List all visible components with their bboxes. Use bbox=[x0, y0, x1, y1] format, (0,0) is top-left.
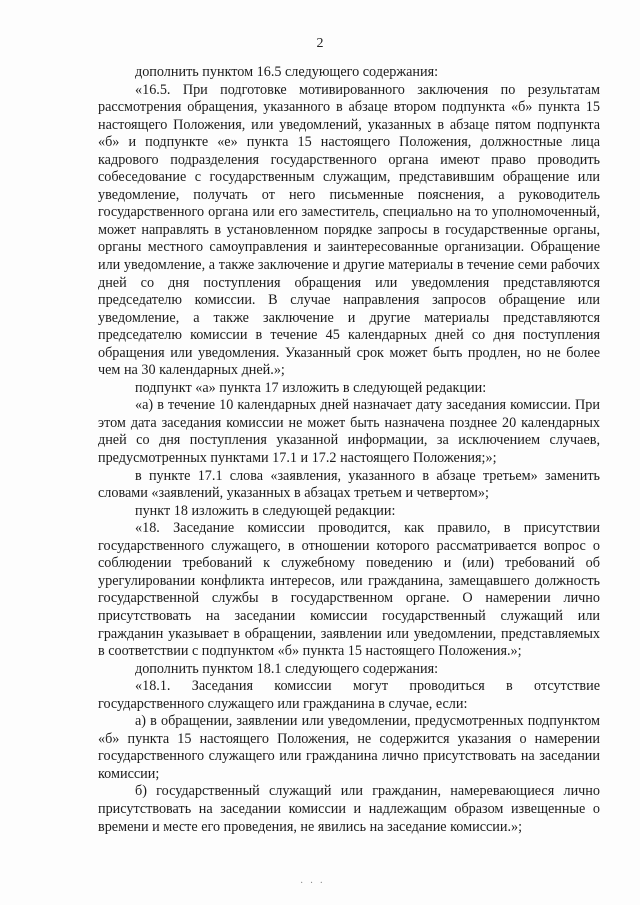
paragraph-item-18-1-b: б) государственный служащий или гражданин, намеревающиеся лично присутствовать на заседании комиссии и надлежащим образом извещенные о времени и месте его проведения, не явились на заседание комиссии.»; bbox=[98, 783, 600, 835]
document-body bbox=[98, 64, 600, 836]
paragraph-intro-18: пункт 18 изложить в следующей редакции: bbox=[135, 502, 396, 519]
paragraph-intro-17a: подпункт «а» пункта 17 изложить в следующей редакции: bbox=[135, 379, 487, 396]
paragraph-intro-18-1: дополнить пунктом 18.1 следующего содержания: bbox=[135, 660, 439, 677]
scan-artifact: · · · bbox=[300, 878, 325, 889]
paragraph-item-18-1: «18.1. Заседания комиссии могут проводиться в отсутствие государственного служащего или гражданина в случае, если: bbox=[98, 678, 600, 712]
paragraph-item-17-1: в пункте 17.1 слова «заявления, указанного в абзаце третьем» заменить словами «заявлений, указанных в абзацах третьем и четвертом»; bbox=[98, 467, 600, 502]
paragraph-item-16-5: «16.5. При подготовке мотивированного заключения по результатам рассмотрения обращения, указанного в абзаце втором подпункта «б» пункта 15 настоящего Положения, или уведомлений, указанных в абзаце пятом подпункта «б» и подпункте «е» пункта 15 настоящего Положения, должностные лица кадрового подразделения государственного органа имеют право проводить собеседование с государственным служащим, представившим обращение или уведомление, получать от него письменные пояснения, а руководитель государственного органа или его заместитель, специально на то уполномоченный, может направлять в установленном порядке запросы в государственные органы, органы местного самоуправления и заинтересованные организации. Обращение или уведомление, а также заключение и другие материалы в течение семи рабочих дней со дня поступления обращения или уведомления представляются председателю комиссии. В случае направления запросов обращение или уведомление, а также заключение и другие материалы представляются председателю комиссии в течение 45 календарных дней со дня поступления обращения или уведомления. Указанный срок может быть продлен, но не более чем на 30 календарных дней.»; bbox=[98, 81, 600, 379]
paragraph-item-18: «18. Заседание комиссии проводится, как правило, в присутствии государственного служащего, в отношении которого рассматривается вопрос о соблюдении требований к служебному поведению и (или) требований об урегулировании конфликта интересов, или гражданина, замещавшего должность государственной службы в государственном органе. О намерении лично присутствовать на заседании комиссии государственный служащий или гражданин указывает в обращении, заявлении или уведомлении, представляемых в соответствии с подпунктом «б» пункта 15 настоящего Положения.»; bbox=[98, 520, 600, 660]
paragraph-item-18-1-a: а) в обращении, заявлении или уведомлении, предусмотренных подпунктом «б» пункта 15 настоящего Положения, не содержится указания о намерении государственного служащего или гражданина лично присутствовать на заседании комиссии; bbox=[98, 713, 600, 782]
page-number: 2 bbox=[316, 36, 324, 51]
paragraph-item-17a: «а) в течение 10 календарных дней назначает дату заседания комиссии. При этом дата заседания комиссии не может быть назначена позднее 20 календарных дней со дня поступления указанной информации, за исключением случаев, предусмотренных пунктами 17.1 и 17.2 настоящего Положения;»; bbox=[98, 397, 600, 467]
paragraph-intro-16-5: дополнить пунктом 16.5 следующего содержания: bbox=[135, 64, 439, 80]
